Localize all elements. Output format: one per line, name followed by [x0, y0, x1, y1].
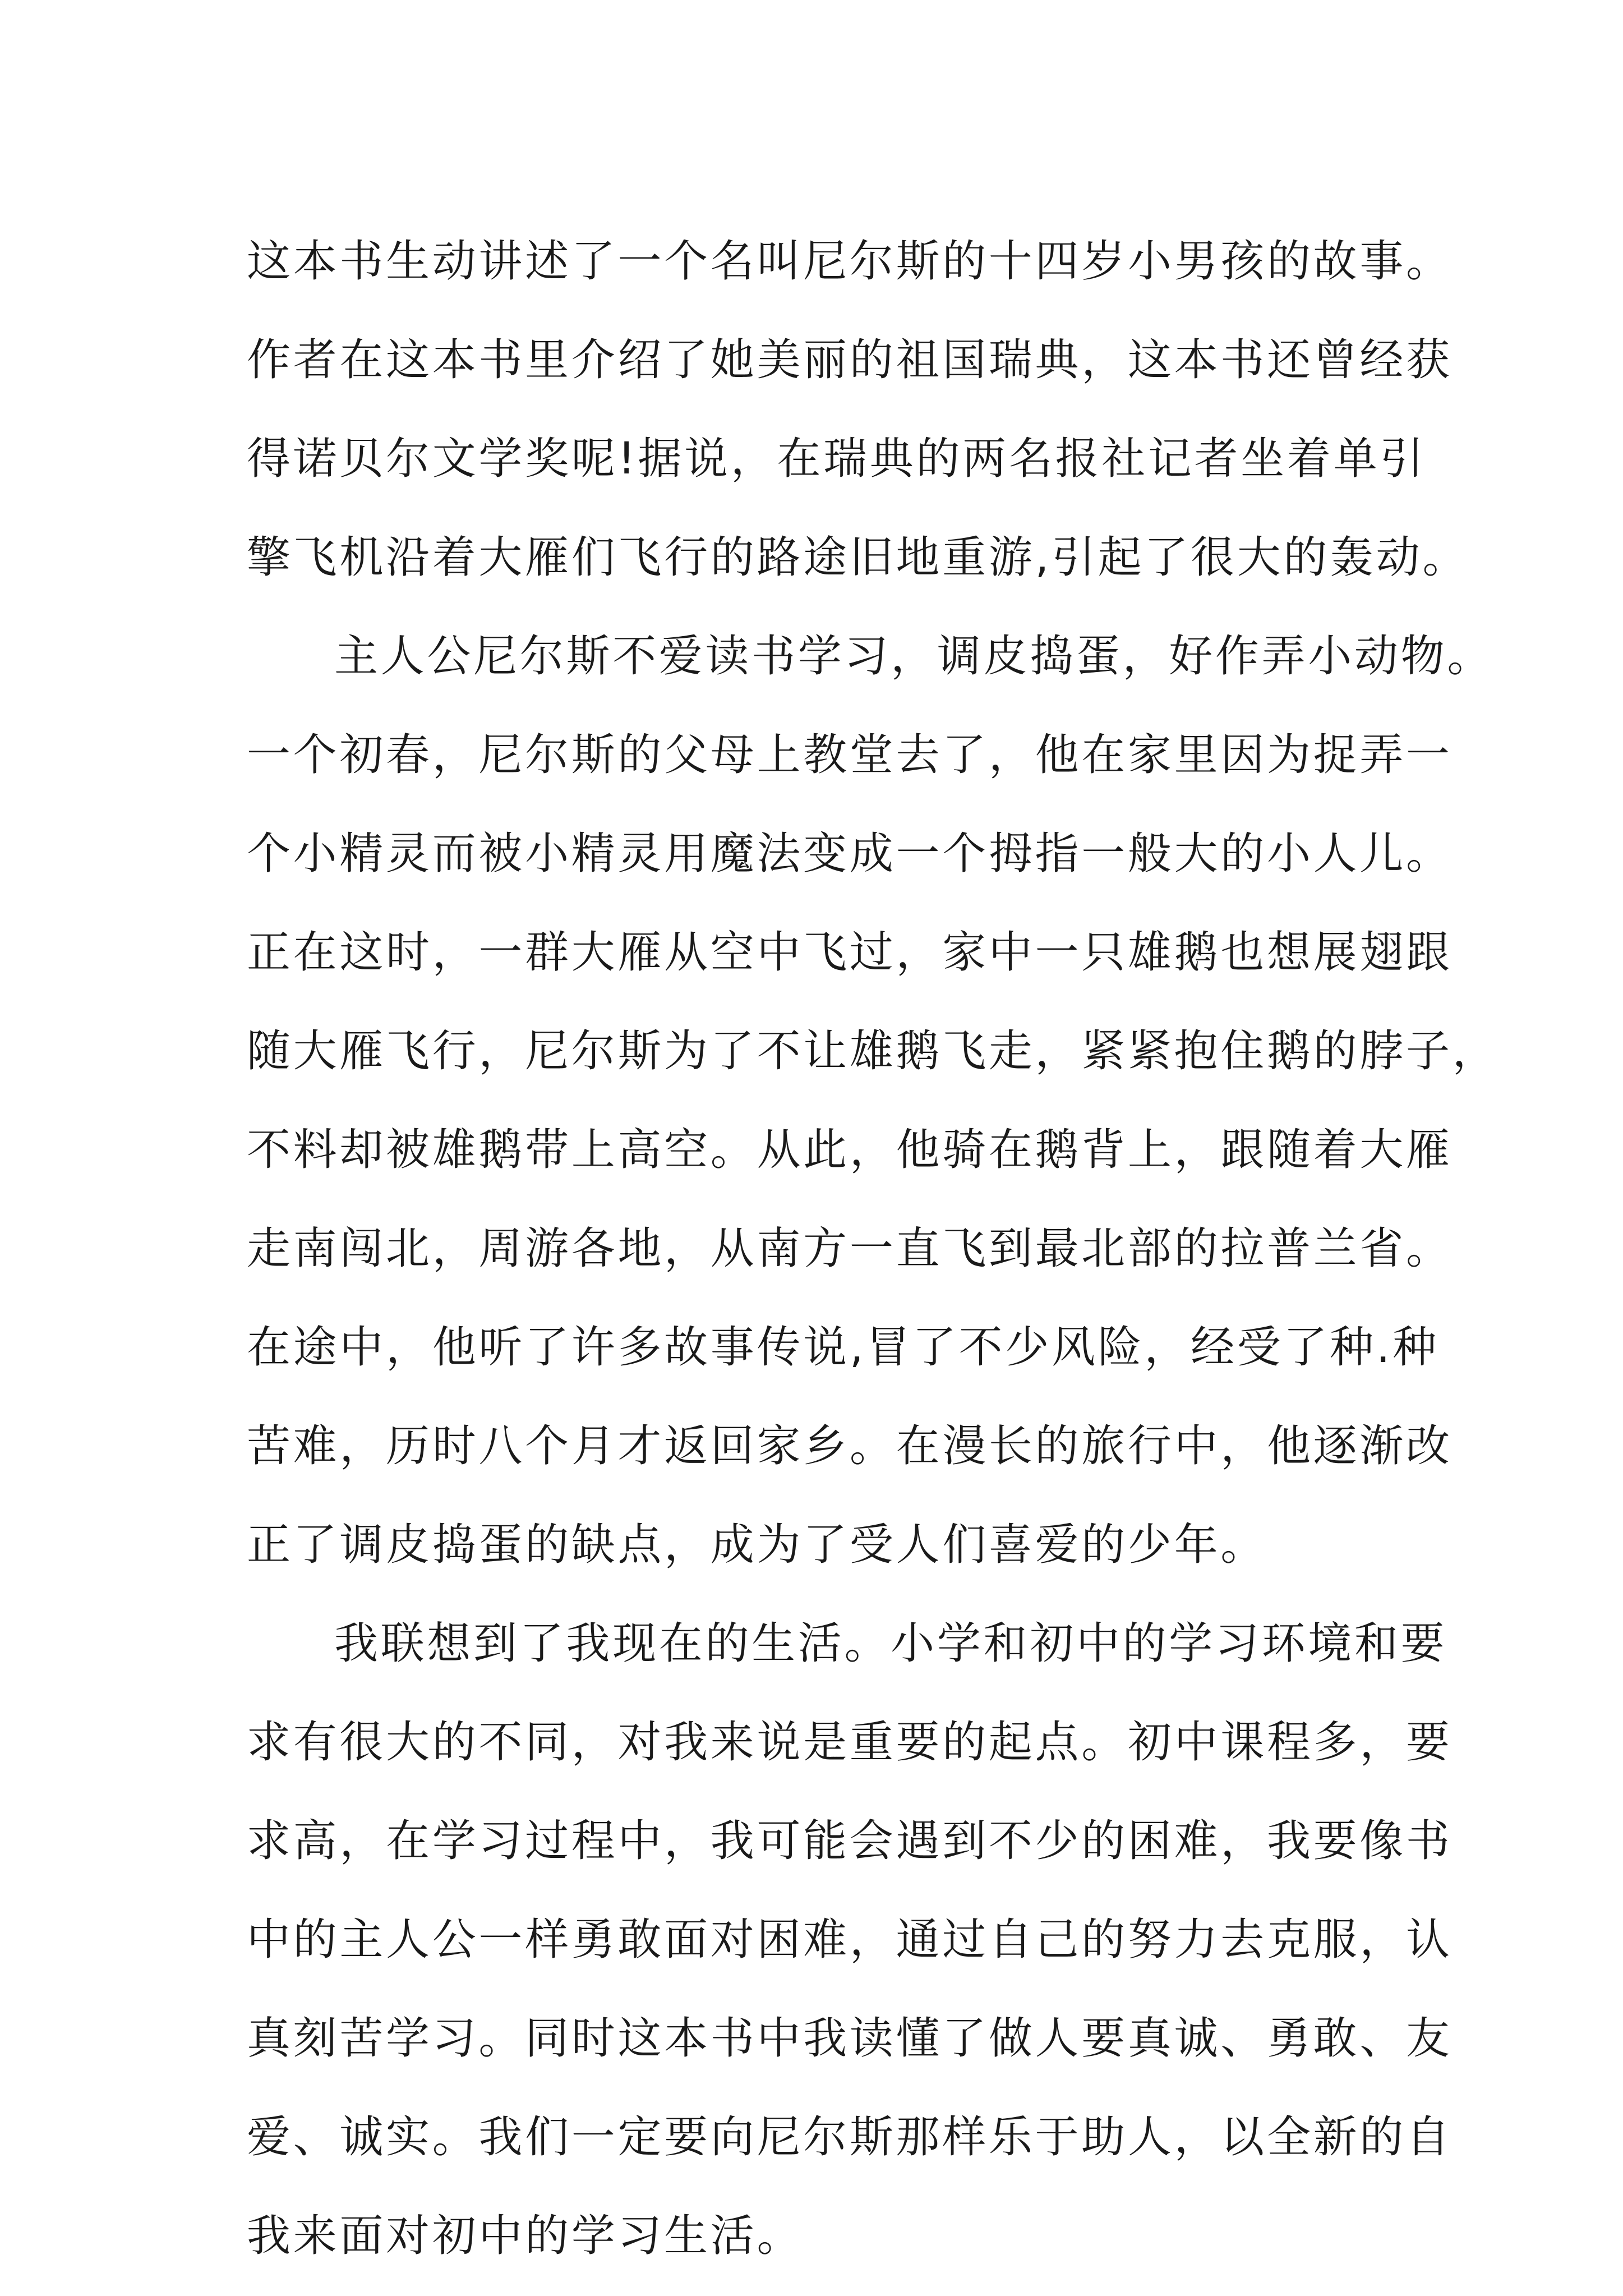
text-line: 苦难，历时八个月才返回家乡。在漫长的旅行中，他逐渐改: [247, 1421, 1453, 1471]
text-line: 正在这时，一群大雁从空中飞过，家中一只雄鹅也想展翅跟: [247, 927, 1453, 978]
text-line: 我联想到了我现在的生活。小学和初中的学习环境和要: [334, 1618, 1447, 1669]
text-line: 求有很大的不同，对我来说是重要的起点。初中课程多，要: [247, 1717, 1453, 1768]
text-line: 个小精灵而被小精灵用魔法变成一个拇指一般大的小人儿。: [247, 829, 1453, 879]
text-line: 走南闯北，周游各地，从南方一直飞到最北部的拉普兰省。: [247, 1223, 1453, 1274]
text-line: 这本书生动讲述了一个名叫尼尔斯的十四岁小男孩的故事。: [247, 236, 1453, 287]
text-line: 在途中，他听了许多故事传说,冒了不少风险，经受了种.种: [247, 1322, 1439, 1373]
document-body: [247, 212, 1499, 2285]
text-line: 随大雁飞行，尼尔斯为了不让雄鹅飞走，紧紧抱住鹅的脖子，: [247, 1026, 1499, 1076]
paragraph-3: [247, 1594, 1453, 2285]
text-line: 真刻苦学习。同时这本书中我读懂了做人要真诚、勇敢、友: [247, 2013, 1453, 2064]
text-line: 一个初春，尼尔斯的父母上教堂去了，他在家里因为捉弄一: [247, 730, 1453, 780]
text-line: 擎飞机沿着大雁们飞行的路途旧地重游,引起了很大的轰动。: [247, 532, 1469, 583]
text-line: 不料却被雄鹅带上高空。从此，他骑在鹅背上，跟随着大雁: [247, 1125, 1453, 1175]
paragraph-1: [247, 212, 1469, 607]
text-line: 得诺贝尔文学奖呢!据说，在瑞典的两名报社记者坐着单引: [247, 434, 1426, 484]
text-line: 正了调皮捣蛋的缺点，成为了受人们喜爱的少年。: [247, 1520, 1267, 1570]
text-line: 作者在这本书里介绍了她美丽的祖国瑞典，这本书还曾经获: [247, 335, 1453, 385]
text-line: 求高，在学习过程中，我可能会遇到不少的困难，我要像书: [247, 1816, 1453, 1866]
text-line: 爱、诚实。我们一定要向尼尔斯那样乐于助人，以全新的自: [247, 2112, 1453, 2162]
text-line: 中的主人公一样勇敢面对困难，通过自己的努力去克服，认: [247, 1915, 1453, 1965]
text-line: 我来面对初中的学习生活。: [247, 2211, 804, 2261]
text-line: 主人公尼尔斯不爱读书学习，调皮捣蛋，好作弄小动物。: [334, 631, 1494, 682]
paragraph-2: [247, 607, 1499, 1594]
